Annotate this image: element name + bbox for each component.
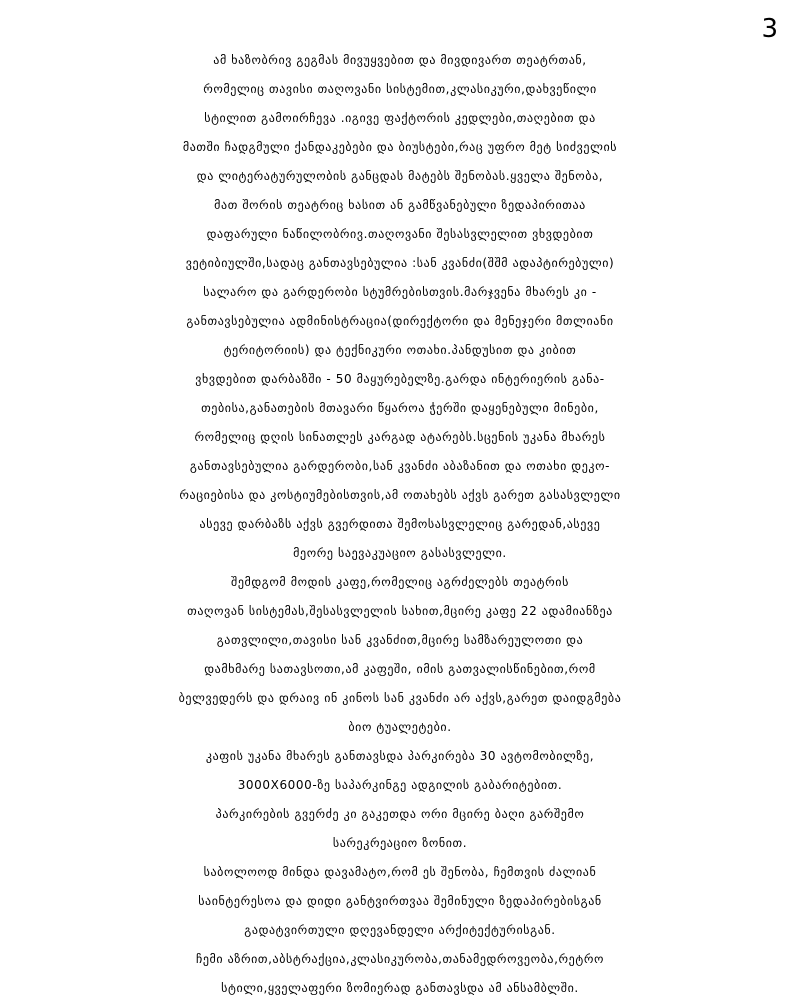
text-line: ჩემი აზრით,აბსტრაქცია,კლასიკურობა,თანამედროვეობა,რეტრო [195,952,604,966]
text-line: თებისა,განათების მთავარი წყაროა ჭერში დაყენებული მინები, [201,401,599,415]
text-line: სტილი,ყველაფერი ზომიერად განთავსდა ამ ანსამბლში. [221,981,579,995]
text-line: განთავსებულია ადმინისტრაცია(დირექტორი და მენეჯერი მთლიანი [186,314,614,328]
text-line: ვეტიბიულში,სადაც განთავსებულია :სან კვანძი(შშმ ადაპტირებული) [185,256,615,270]
text-line: ამ ხაზობრივ გეგმას მივუყვებით და მივდივართ თეატრთან, [213,53,587,67]
text-line: სტილით გამოირჩევა .იგივე ფაქტორის კედლები,თაღებით და [204,111,596,125]
text-line: რომელიც თავისი თაღოვანი სისტემით,კლასიკური,დახვეწილი [203,82,597,96]
text-line: დაფარული ნაწილობრივ.თაღოვანი შესასვლელით ვხვდებით [206,227,594,241]
text-line: გათვლილი,თავისი სან კვანძით,მცირე სამზარეულოთი და [216,633,584,647]
text-line: და ლიტერატურულობის განცდას მატებს შენობას.ყველა შენობა, [196,169,604,183]
text-line: რაციებისა და კოსტიუმებისთვის,ამ ოთახებს აქვს გარეთ გასასვლელი [179,488,621,502]
text-line: მათ შორის თეატრიც ხასით ან გამწვანებული ზედაპირითაა [214,198,586,212]
text-line: პარკირების გვერძე კი გაკეთდა ორი მცირე ბაღი გარშემო [215,807,585,821]
text-line: მეორე საევაკუაციო გასასვლელი. [293,546,507,560]
text-line: შემდგომ მოდის კაფე,რომელიც აგრძელებს თეატრის [231,575,569,589]
text-line: ბელვედერს და დრაივ ინ კინოს სან კვანძი არ აქვს,გარეთ დაიდგმება [178,691,622,705]
text-line: ასევე დარბაზს აქვს გვერდითა შემოსასვლელიც გარედან,ასევე [199,517,601,531]
text-line: მათში ჩადგმული ქანდაკებები და ბიუსტები,რაც უფრო მეტ სიძველის [182,140,618,154]
text-line: სალარო და გარდერობი სტუმრებისთვის.მარჯვენა მხარეს კი - [203,285,597,299]
text-line: თაღოვან სისტემას,შესასვლელის სახით,მცირე კაფე 22 ადამიანზეა [187,604,613,618]
page-number: 3 [761,14,778,44]
text-line: დამხმარე სათავსოთი,ამ კაფეში, იმის გათვალისწინებით,რომ [204,662,596,676]
text-line: ტერიტორიის) და ტექნიკური ოთახი.პანდუსით და კიბით [223,343,577,357]
text-line: რომელიც დღის სინათლეს კარგად ატარებს.სცენის უკანა მხარეს [194,430,606,444]
text-line: სარეკრეაციო ზონით. [332,836,468,850]
text-line: კაფის უკანა მხარეს განთავსდა პარკირება 30 ავტომობილზე, [205,749,595,763]
text-line: საინტერესოა და დიდი განტვირთვაა შემინული ზედაპირებისგან [198,894,602,908]
text-line: განთავსებულია გარდერობი,სან კვანძი აბაზანით და ოთახი დეკო- [189,459,611,473]
body-text [0,46,800,1003]
text-line: საბოლოოდ მინდა დავამატო,რომ ეს შენობა, ჩემთვის ძალიან [203,865,597,879]
text-line: 3000X6000-ზე საპარკინგე ადგილის გაბარიტებით. [237,778,563,792]
text-line: ბიო ტუალეტები. [348,720,452,734]
text-line: ვხვდებით დარბაზში - 50 მაყურებელზე.გარდა ინტერიერის განა- [195,372,605,386]
text-line: გადატვირთული დღევანდელი არქიტექტურისგან. [244,923,556,937]
